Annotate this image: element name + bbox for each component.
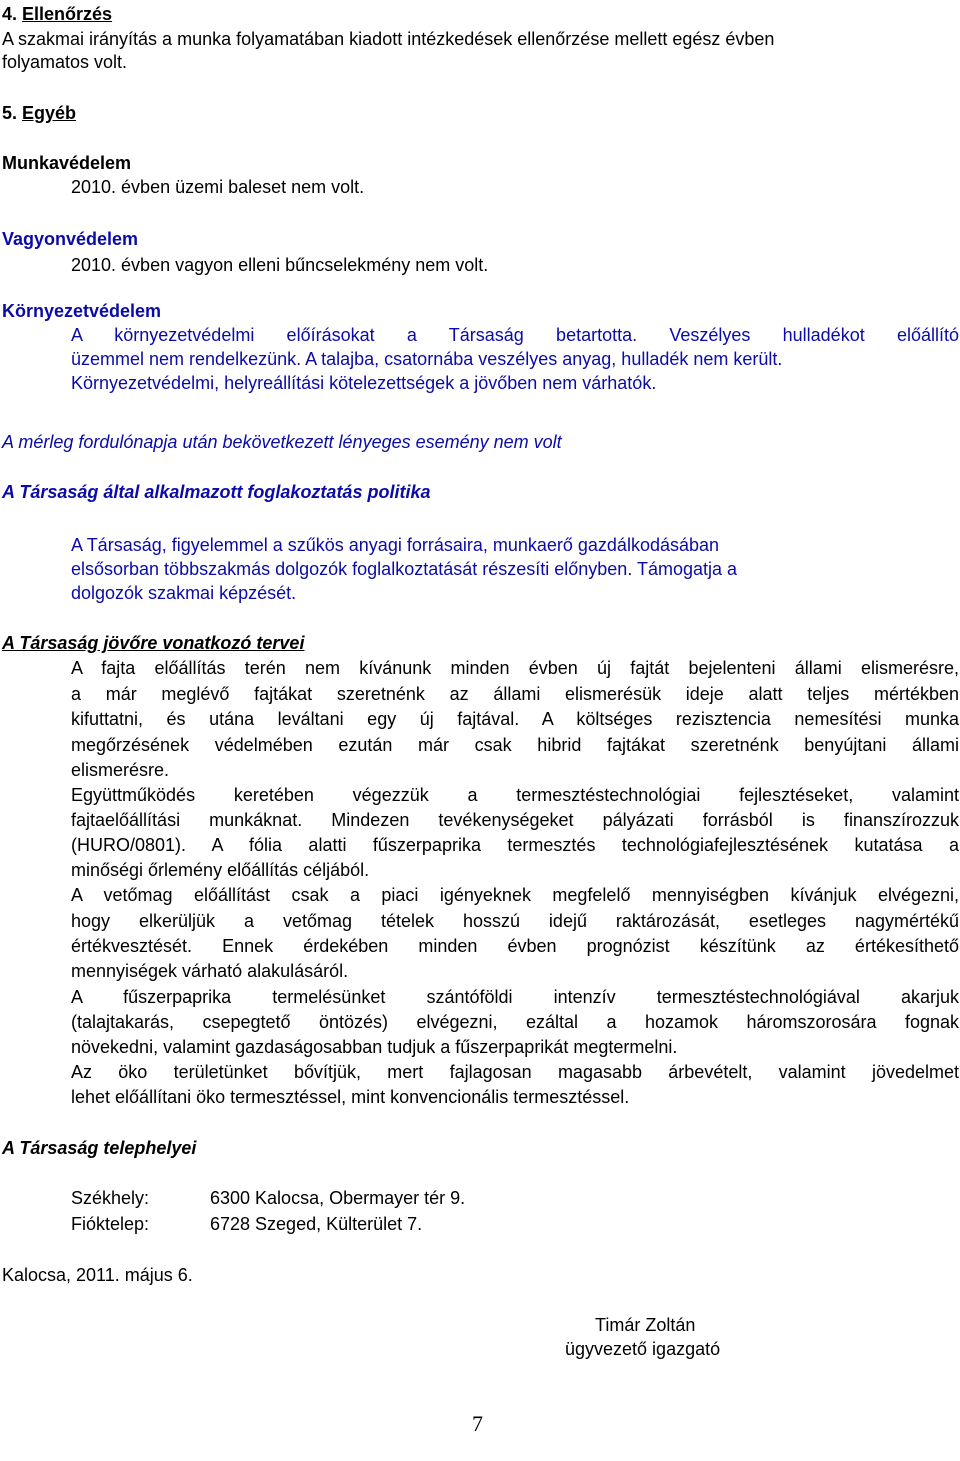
merleg-statement: A mérleg fordulónapja után bekövetkezett lényeges esemény nem volt bbox=[2, 432, 562, 452]
date-place: Kalocsa, 2011. május 6. bbox=[2, 1265, 193, 1285]
tervek-title: A Társaság jövőre vonatkozó tervei bbox=[2, 633, 305, 653]
tervek-line: Az öko területünket bővítjük, mert fajlagosan magasabb árbevételt, valamint jövedelmet bbox=[71, 1062, 959, 1082]
kornyezetvedelem-title: Környezetvédelem bbox=[2, 301, 162, 321]
tervek-line: (HURO/0801). A fólia alatti fűszerpaprika termesztés technológiafejlesztésének kutatása a bbox=[71, 835, 959, 855]
tervek-line: Együttműködés keretében végezzük a termesztéstechnológiai fejlesztéseket, valamint bbox=[71, 785, 959, 805]
vagyonvedelem-text: 2010. évben vagyon elleni bűncselekmény nem volt. bbox=[71, 255, 489, 275]
telephely-label: Székhely: bbox=[71, 1188, 150, 1208]
telephely-value: 6300 Kalocsa, Obermayer tér 9. bbox=[210, 1188, 466, 1208]
tervek-line: (talajtakarás, csepegtető öntözés) elvégezni, ezáltal a hozamok háromszorosára fognak bbox=[71, 1012, 959, 1032]
section-4-number: 4. bbox=[2, 4, 18, 24]
tervek-line: megőrzésének védelmében ezután már csak hibrid fajtákat szeretnénk benyújtani állami bbox=[71, 735, 959, 755]
telephely-value: 6728 Szeged, Külterület 7. bbox=[210, 1214, 423, 1234]
section-5-number: 5. bbox=[2, 103, 18, 123]
tervek-line: lehet előállítani öko termesztéssel, mint konvencionális termesztéssel. bbox=[71, 1087, 630, 1107]
tervek-line: mennyiségek várható alakulásáról. bbox=[71, 961, 349, 981]
telephely-title: A Társaság telephelyei bbox=[2, 1138, 197, 1158]
tervek-line: A vetőmag előállítást csak a piaci igényeknek megfelelő mennyiségben kívánjuk elvégezni, bbox=[71, 885, 959, 905]
tervek-line: hogy elkerüljük a vetőmag tételek hosszú idejű raktározását, esetleges nagymértékű bbox=[71, 911, 959, 931]
vagyonvedelem-title: Vagyonvédelem bbox=[2, 229, 139, 249]
section-5-title: Egyéb bbox=[22, 103, 77, 123]
tervek-line: fajtaelőállítási munkáknat. Mindezen tevékenységeket pályázati forrásból is finanszírozzuk bbox=[71, 810, 959, 830]
foglalkoztatas-text-line: A Társaság, figyelemmel a szűkös anyagi forrásaira, munkaerő gazdálkodásában bbox=[71, 535, 720, 555]
section-4-text-line: A szakmai irányítás a munka folyamatában kiadott intézkedések ellenőrzése mellett egész évben bbox=[2, 29, 775, 49]
munkavedelem-title: Munkavédelem bbox=[2, 153, 132, 173]
tervek-line: elismerésre. bbox=[71, 760, 170, 780]
signature-name: Timár Zoltán bbox=[595, 1315, 696, 1335]
tervek-line: kifuttatni, és utána leváltani egy új fajtával. A költséges rezisztencia nemesítési munka bbox=[71, 709, 959, 729]
tervek-line: növekedni, valamint gazdaságosabban tudjuk a fűszerpaprikát megtermelni. bbox=[71, 1037, 678, 1057]
tervek-line: A fajta előállítás terén nem kívánunk minden évben új fajtát bejelenteni állami elismerésre, bbox=[71, 658, 959, 678]
foglalkoztatas-text-line: elsősorban többszakmás dolgozók foglalkoztatását részesíti előnyben. Támogatja a bbox=[71, 559, 738, 579]
section-4-title: Ellenőrzés bbox=[22, 4, 113, 24]
foglalkoztatas-text-line: dolgozók szakmai képzését. bbox=[71, 583, 297, 603]
tervek-line: A fűszerpaprika termelésünket szántóföldi intenzív termesztéstechnológiával akarjuk bbox=[71, 987, 959, 1007]
signature-role: ügyvezető igazgató bbox=[565, 1339, 721, 1359]
kornyezetvedelem-text-line: üzemmel nem rendelkezünk. A talajba, csatornába veszélyes anyag, hulladék nem került. bbox=[71, 349, 783, 369]
section-5-heading bbox=[2, 101, 76, 125]
tervek-line: a már meglévő fajtákat szeretnénk az állami elismerésük ideje alatt teljes mértékben bbox=[71, 684, 959, 704]
foglalkoztatas-title: A Társaság által alkalmazott foglakoztatás politika bbox=[2, 482, 431, 502]
kornyezetvedelem-text-line: Környezetvédelmi, helyreállítási kötelezettségek a jövőben nem várhatók. bbox=[71, 373, 657, 393]
tervek-line: minőségi őrlemény előállítás céljából. bbox=[71, 860, 370, 880]
section-4-heading bbox=[2, 2, 112, 26]
munkavedelem-text: 2010. évben üzemi baleset nem volt. bbox=[71, 177, 365, 197]
tervek-line: értékvesztését. Ennek érdekében minden évben prognózist készítünk az értékesíthető bbox=[71, 936, 959, 956]
page-number: 7 bbox=[472, 1411, 483, 1436]
kornyezetvedelem-text-line: A környezetvédelmi előírásokat a Társaság betartotta. Veszélyes hulladékot előállító bbox=[71, 325, 959, 345]
section-4-text-line: folyamatos volt. bbox=[2, 52, 128, 72]
telephely-label: Fióktelep: bbox=[71, 1214, 150, 1234]
